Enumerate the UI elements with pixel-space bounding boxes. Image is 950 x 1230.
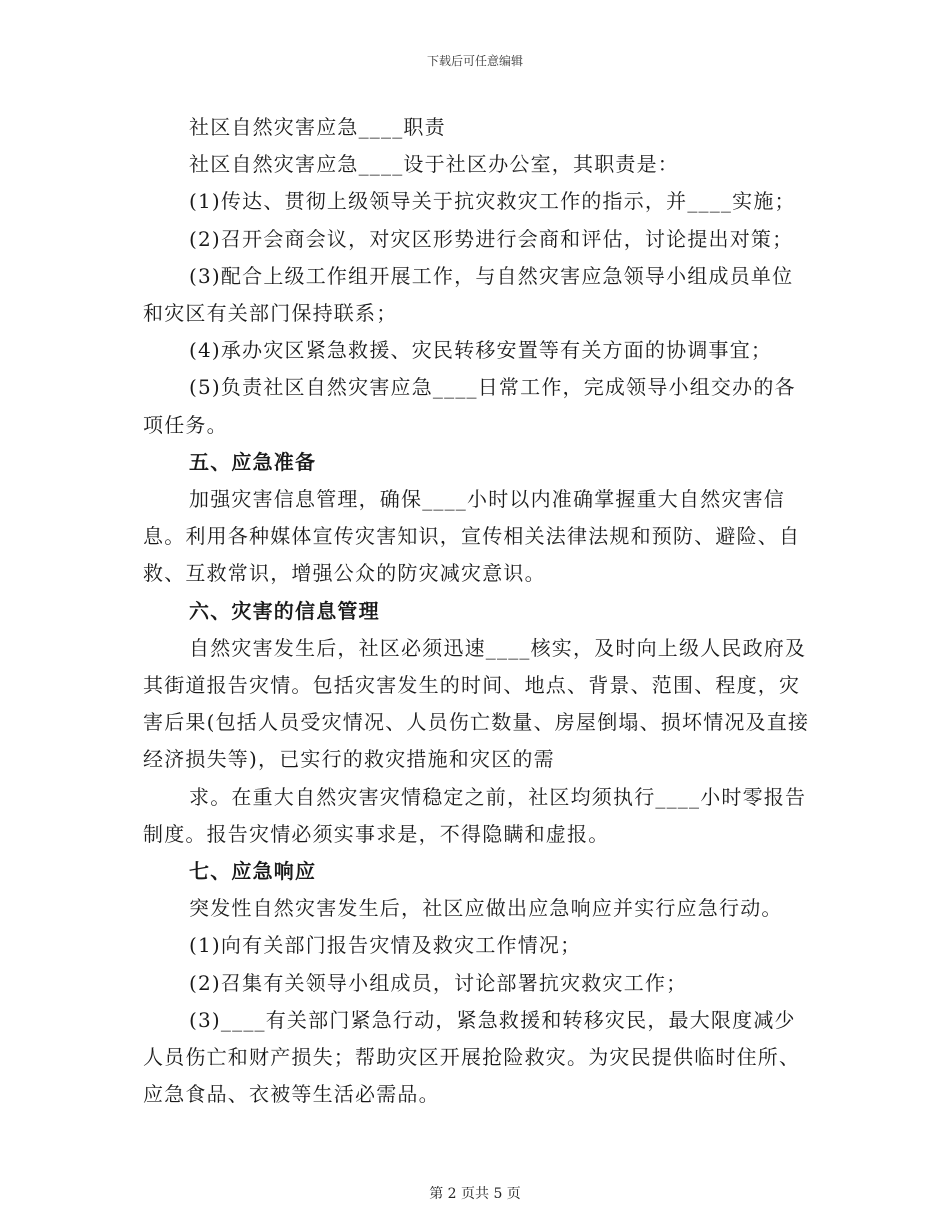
document-body [143, 109, 811, 1113]
paragraph: 自然灾害发生后，社区必须迅速____核实，及时向上级人民政府及其街道报告灾情。包括灾害发生的时间、地点、背景、范围、程度，灾害后果(包括人员受灾情况、人员伤亡数量、房屋倒塌、损坏情况及直接经济损失等)，已实行的救灾措施和灾区的需 [143, 635, 810, 772]
section-heading: 七、应急响应 [189, 859, 317, 884]
section-heading: 五、应急准备 [189, 449, 317, 474]
paragraph: 突发性自然灾害发生后，社区应做出应急响应并实行应急行动。 [189, 896, 783, 921]
paragraph: 社区自然灾害应急____设于社区办公室，其职责是： [189, 152, 679, 177]
list-item: (1)向有关部门报告灾情及救灾工作情况； [189, 933, 582, 958]
list-item: (2)召开会商会议，对灾区形势进行会商和评估，讨论提出对策； [189, 226, 794, 251]
paragraph: 求。在重大自然灾害灾情稳定之前，社区均须执行____小时零报告制度。报告灾情必须实事求是，不得隐瞒和虚报。 [143, 784, 807, 846]
list-item: (5)负责社区自然灾害应急____日常工作，完成领导小组交办的各项任务。 [143, 375, 796, 437]
list-item: (2)召集有关领导小组成员，讨论部署抗灾救灾工作； [189, 970, 688, 995]
section-heading: 六、灾害的信息管理 [189, 598, 380, 623]
list-item: (3)配合上级工作组开展工作，与自然灾害应急领导小组成员单位和灾区有关部门保持联系； [143, 263, 794, 326]
page-number: 第 2 页共 5 页 [429, 1186, 521, 1202]
paragraph: 加强灾害信息管理，确保____小时以内准确掌握重大自然灾害信息。利用各种媒体宣传灾害知识，宣传相关法律法规和预防、避险、自救、互救常识，增强公众的防灾减灾意识。 [143, 487, 801, 586]
page-header-note: 下载后可任意编辑 [426, 54, 523, 68]
list-item: (1)传达、贯彻上级领导关于抗灾救灾工作的指示，并____实施； [189, 189, 796, 214]
list-item: (3)____有关部门紧急行动，紧急救援和转移灾民，最大限度减少人员伤亡和财产损失；帮助灾区开展抢险救灾。为灾民提供临时住所、应急食品、衣被等生活必需品。 [143, 1007, 801, 1107]
list-item: (4)承办灾区紧急救援、灾民转移安置等有关方面的协调事宜； [189, 338, 773, 363]
paragraph: 社区自然灾害应急____职责 [189, 115, 446, 139]
